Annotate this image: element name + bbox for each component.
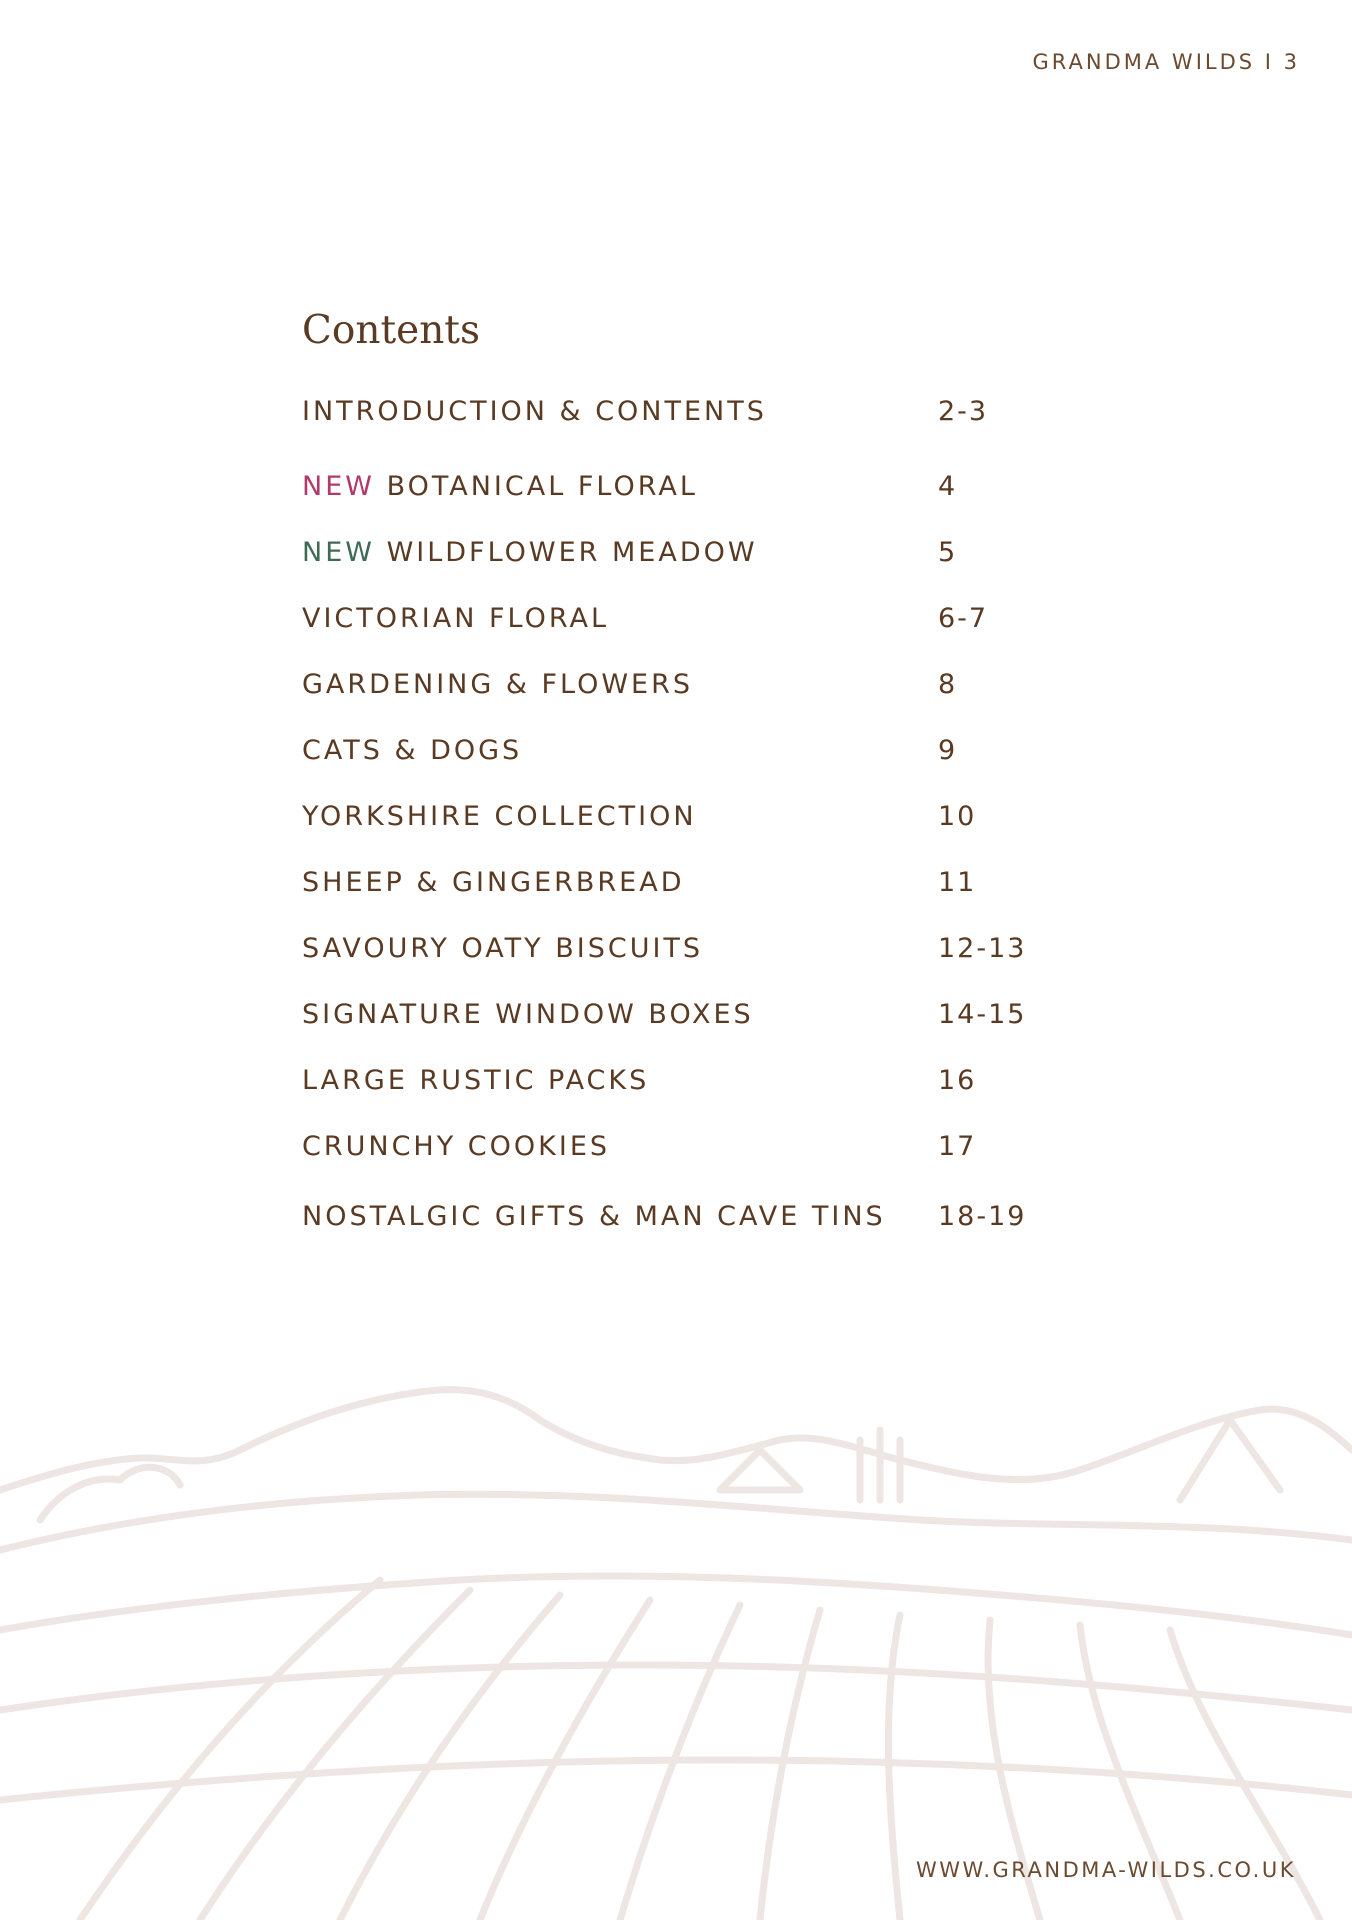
toc-label: LARGE RUSTIC PACKS [302,1065,650,1096]
toc-page-number: 17 [938,1131,977,1162]
toc-label: VICTORIAN FLORAL [302,603,610,634]
toc-label: NOSTALGIC GIFTS & MAN CAVE TINS [302,1201,886,1232]
toc-label: SHEEP & GINGERBREAD [302,867,685,898]
toc-label: GARDENING & FLOWERS [302,669,694,700]
toc-page-number: 16 [938,1065,977,1096]
toc-page-number: 18-19 [938,1201,1027,1232]
website-url[interactable]: WWW.GRANDMA-WILDS.CO.UK [915,1858,1296,1882]
toc-row[interactable] [302,537,1062,577]
toc-label: NEW BOTANICAL FLORAL [302,471,698,502]
toc-label: SAVOURY OATY BISCUITS [302,933,704,964]
toc-row[interactable] [302,471,1062,511]
toc-page-number: 10 [938,801,977,832]
toc-row[interactable] [302,801,1062,841]
toc-label: INTRODUCTION & CONTENTS [302,396,767,427]
toc-row[interactable] [302,1065,1062,1105]
toc-row[interactable] [302,735,1062,775]
toc-row[interactable] [302,1131,1062,1171]
toc-page-number: 2-3 [938,396,989,427]
toc-row[interactable] [302,933,1062,973]
toc-row[interactable] [302,867,1062,907]
toc-label: YORKSHIRE COLLECTION [302,801,697,832]
toc-row[interactable] [302,603,1062,643]
toc-label: SIGNATURE WINDOW BOXES [302,999,754,1030]
toc-page-number: 6-7 [938,603,989,634]
toc-page-number: 5 [938,537,958,568]
toc-row[interactable] [302,669,1062,709]
page-title: Contents [302,308,480,353]
toc-page-number: 14-15 [938,999,1027,1030]
page-header: GRANDMA WILDS I 3 [1032,50,1300,74]
toc-label: CATS & DOGS [302,735,523,766]
toc-page-number: 12-13 [938,933,1027,964]
toc-label: NEW WILDFLOWER MEADOW [302,537,758,568]
new-badge: NEW [302,471,375,502]
toc-page-number: 11 [938,867,977,898]
toc-page-number: 8 [938,669,958,700]
toc-row[interactable] [302,999,1062,1039]
toc-row[interactable] [302,1201,1062,1241]
landscape-illustration-icon [0,1380,1352,1920]
toc-page-number: 4 [938,471,958,502]
toc-page-number: 9 [938,735,958,766]
new-badge: NEW [302,537,375,568]
toc-row[interactable] [302,396,1062,436]
toc-label: CRUNCHY COOKIES [302,1131,611,1162]
